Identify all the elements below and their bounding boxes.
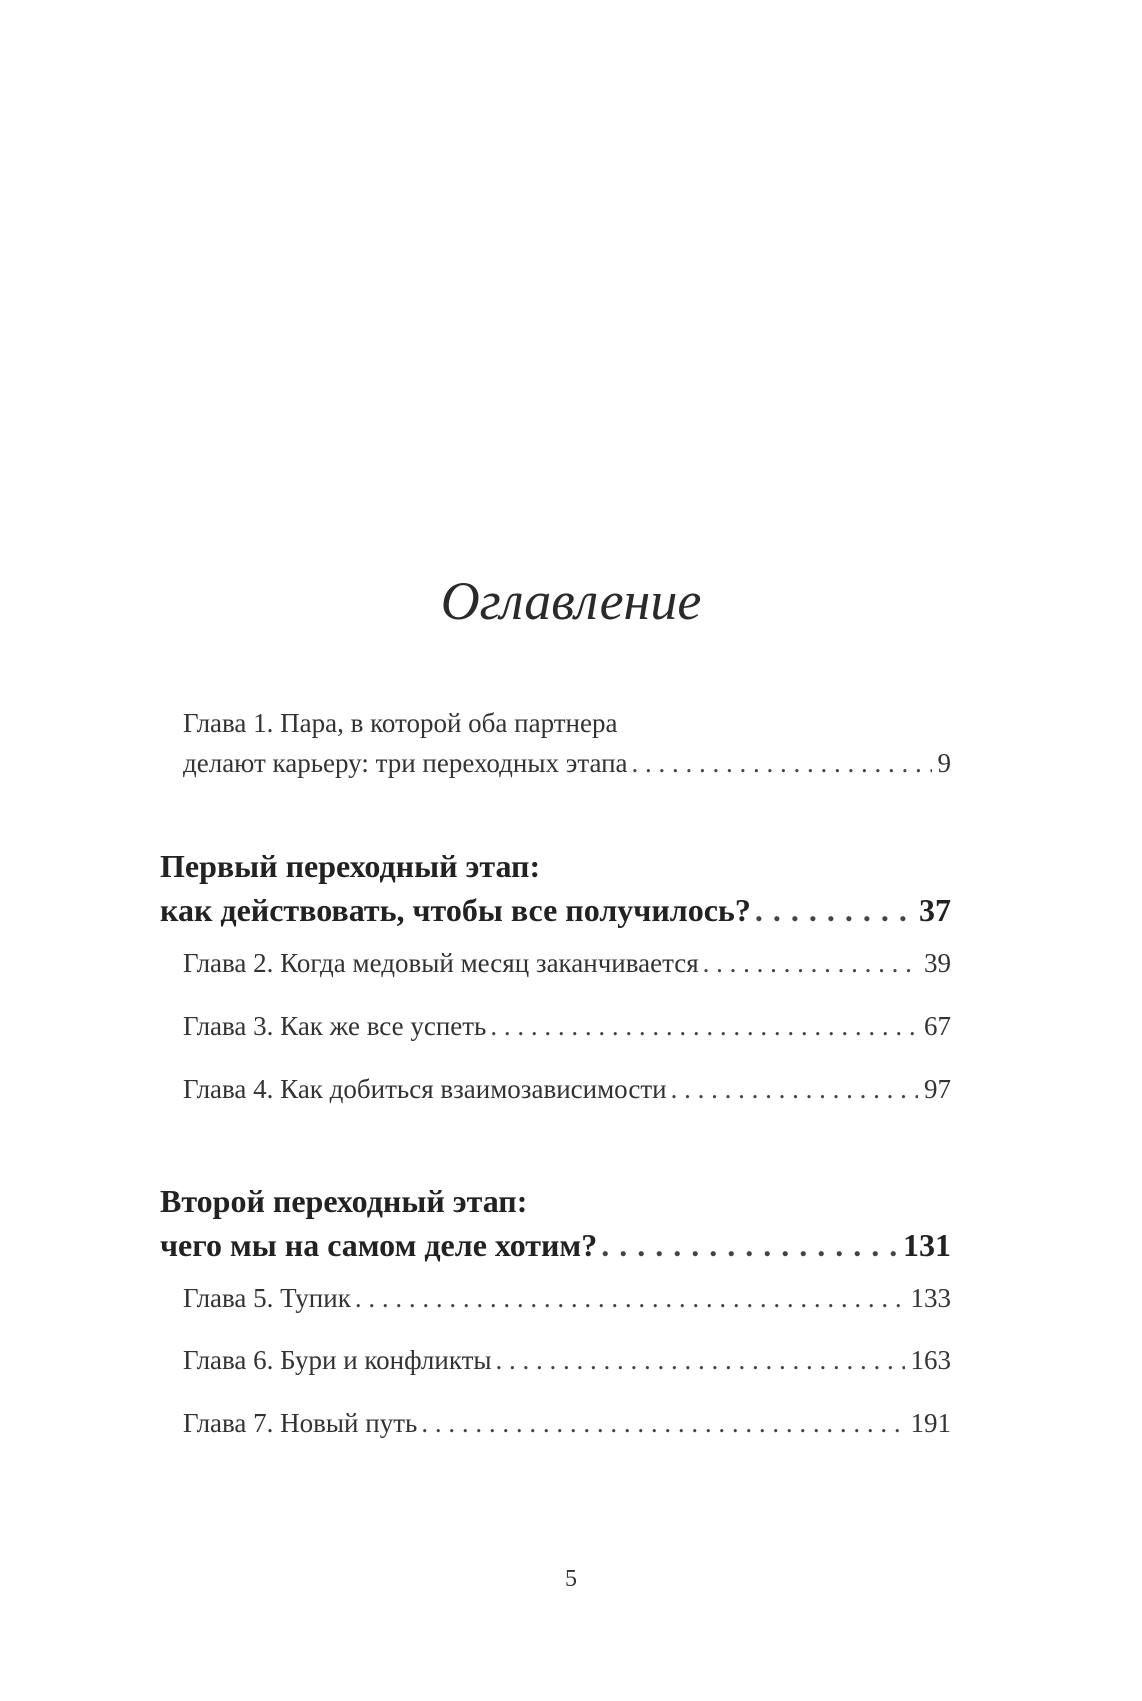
toc-page-number: 133 (910, 1283, 951, 1313)
toc-part-1[interactable] (160, 892, 951, 929)
toc-entry-label: Глава 5. Тупик (183, 1283, 351, 1313)
toc-part-label: как действовать, чтобы все получилось? (160, 892, 751, 928)
dot-leader (703, 948, 918, 979)
toc-part-1-line1[interactable] (160, 848, 540, 885)
dot-leader (490, 1011, 918, 1042)
toc-part-label: чего мы на самом деле хотим? (160, 1227, 598, 1263)
toc-part-label: Первый переходный этап: (160, 848, 541, 884)
toc-entry-label: Глава 4. Как добиться взаимозависимости (183, 1074, 667, 1104)
toc-entry-chapter-6[interactable] (183, 1345, 951, 1376)
toc-entry-chapter-5[interactable] (183, 1283, 951, 1314)
toc-part-2[interactable] (160, 1227, 951, 1264)
dot-leader (632, 748, 932, 779)
toc-page-number: 191 (910, 1408, 951, 1438)
toc-entry-label: Глава 6. Бури и конфликты (183, 1345, 492, 1375)
toc-page-number: 97 (924, 1074, 951, 1104)
toc-entry-chapter-2[interactable] (183, 948, 951, 979)
toc-entry-chapter-3[interactable] (183, 1011, 951, 1042)
page-title: Оглавление (440, 571, 702, 632)
toc-part-2-line1[interactable] (160, 1183, 527, 1220)
dot-leader (671, 1074, 918, 1105)
dot-leader (421, 1408, 904, 1439)
toc-entry-chapter-4[interactable] (183, 1074, 951, 1105)
toc-page-number: 163 (910, 1345, 951, 1375)
toc-entry-chapter-1-line1[interactable] (183, 708, 617, 739)
dot-leader (355, 1283, 905, 1314)
dot-leader (496, 1345, 905, 1376)
toc-page-number: 37 (919, 892, 951, 928)
toc-entry-label: Глава 1. Пара, в которой оба партнера (183, 708, 618, 738)
toc-page-number: 67 (924, 1011, 951, 1041)
toc-entry-chapter-7[interactable] (183, 1408, 951, 1439)
toc-page-number: 131 (903, 1227, 951, 1263)
toc-entry-label: делают карьеру: три переходных этапа (183, 748, 628, 778)
dot-leader (601, 1227, 897, 1264)
toc-entry-label: Глава 2. Когда медовый месяц заканчивается (183, 948, 699, 978)
toc-entry-label: Глава 3. Как же все успеть (183, 1011, 487, 1041)
toc-entry-label: Глава 7. Новый путь (183, 1408, 418, 1438)
toc-page-number: 9 (937, 748, 951, 778)
dot-leader (755, 892, 913, 929)
toc-part-label: Второй переходный этап: (160, 1183, 528, 1219)
toc-entry-chapter-1[interactable] (183, 748, 951, 779)
page-number: 5 (565, 1566, 577, 1592)
toc-page-number: 39 (924, 948, 951, 978)
